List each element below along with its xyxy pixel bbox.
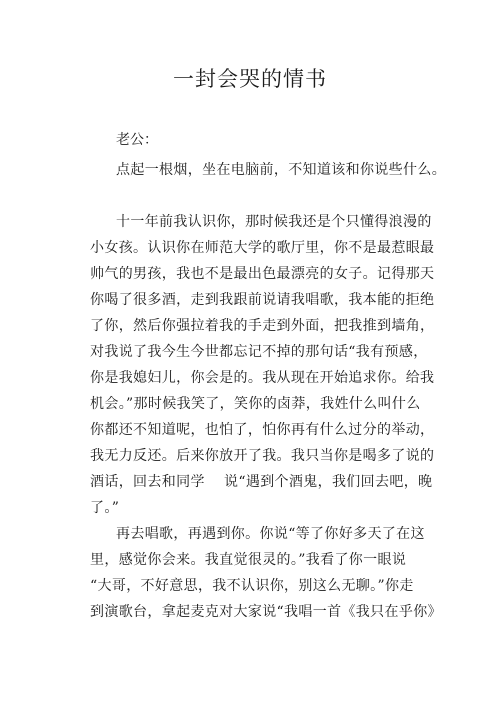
paragraph-line: 对我说了我今生今世都忘记不掉的那句话“我有预感， (90, 344, 428, 360)
paragraph-line: 你喝了很多酒，走到我跟前说请我唱歌，我本能的拒绝 (90, 292, 435, 308)
paragraph-line: 我无力反还。后来你放开了我。我只当你是喝多了说的 (90, 448, 435, 464)
paragraph-line: 你是我媳妇儿，你会是的。我从现在开始追求你。给我 (90, 370, 435, 386)
paragraph-line: 帅气的男孩，我也不是最出色最漂亮的女子。记得那天 (90, 266, 435, 282)
paragraph-line: 小女孩。认识你在师范大学的歌厅里，你不是最惹眼最 (90, 240, 435, 256)
paragraph-line: 酒话，回去和同学 说“遇到个酒鬼，我们回去吧，晚 (90, 474, 433, 490)
paragraph-line: “大哥，不好意思，我不认识你，别这么无聊。”你走 (90, 578, 414, 594)
paragraph-line: 十一年前我认识你，那时候我还是个只懂得浪漫的 (116, 214, 432, 230)
paragraph-line: 再去唱歌，再遇到你。你说“等了你好多天了在这 (116, 526, 425, 542)
paragraph-line: 里，感觉你会来。我直觉很灵的。”我看了你一眼说 (90, 552, 407, 568)
paragraph-line: 你都还不知道呢，也怕了，怕你再有什么过分的举动， (90, 422, 435, 438)
paragraph-line: 到演歌台，拿起麦克对大家说“我唱一首《我只在乎你》 (90, 604, 442, 620)
salutation: 老公： (116, 132, 158, 148)
document-title: 一封会哭的情书 (173, 67, 327, 91)
paragraph-line: 了你，然后你强拉着我的手走到外面，把我推到墙角， (90, 318, 435, 334)
paragraph-line: 点起一根烟，坐在电脑前，不知道该和你说些什么。 (116, 162, 447, 178)
paragraph-line: 机会。”那时候我笑了，笑你的卤莽，我姓什么叫什么 (90, 396, 421, 412)
paragraph-line: 了。” (90, 500, 120, 516)
